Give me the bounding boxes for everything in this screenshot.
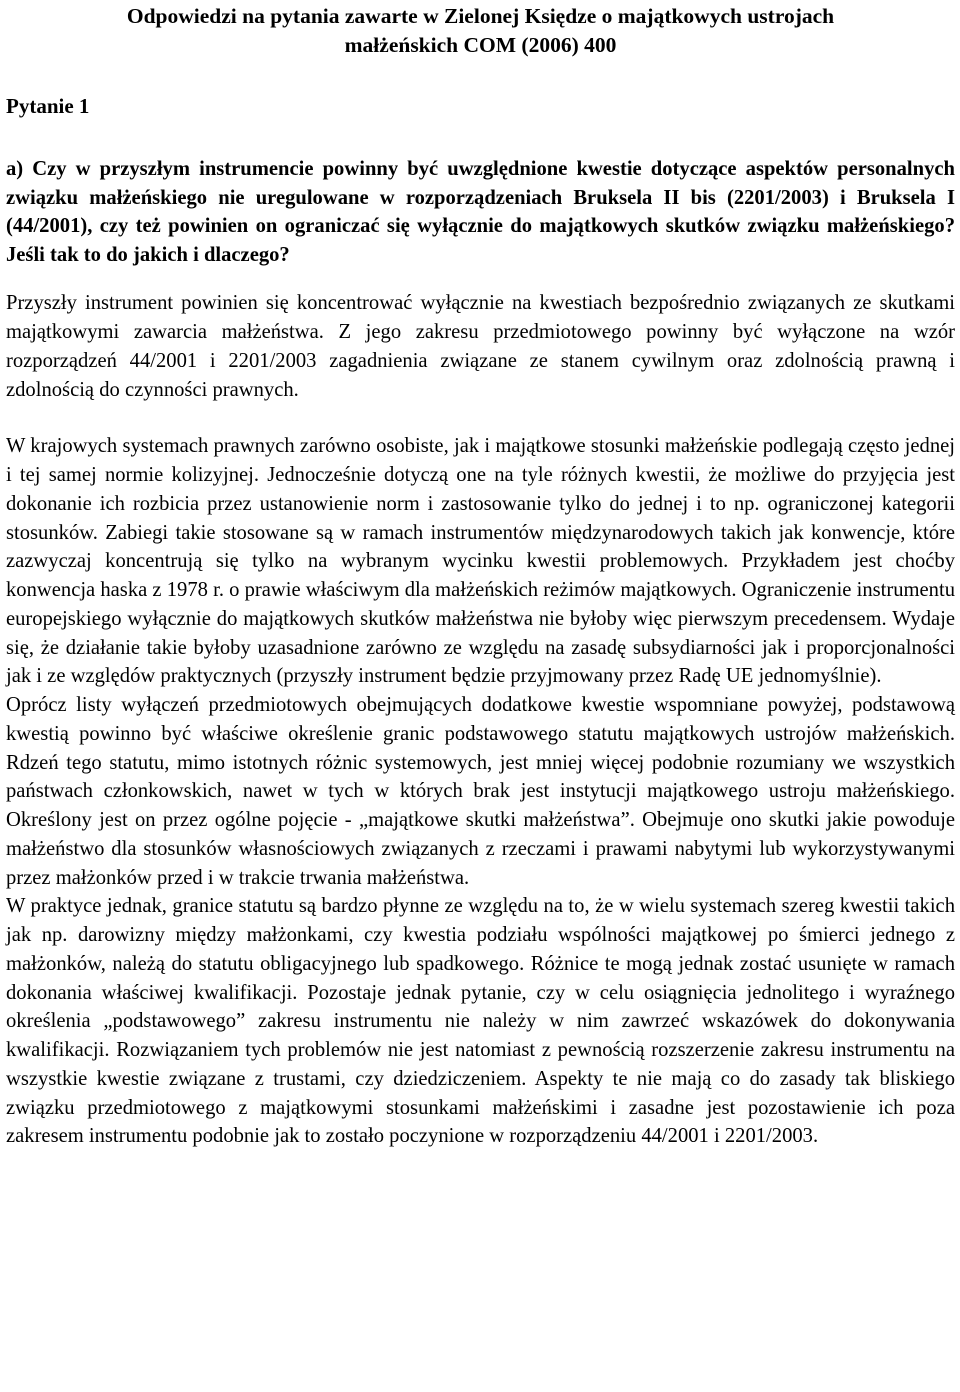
title-line-2: małżeńskich COM (2006) 400 xyxy=(344,33,617,57)
question-label: Pytanie 1 xyxy=(6,94,90,118)
answer-paragraph-1: Przyszły instrument powinien się koncentrować wyłącznie na kwestiach bezpośrednio związanych ze skutkami majątkowymi zawarcia małżeństwa. Z jego zakresu przedmiotowego powinny być wyłączone na wzór rozporządzeń 44/2001 i 2201/2003 zagadnienia związane ze stanem cywilnym oraz zdolnością prawną i zdolnością do czynności prawnych. xyxy=(6,292,955,401)
title-line-1: Odpowiedzi na pytania zawarte w Zielonej Księdze o majątkowych ustrojach xyxy=(126,4,835,28)
answer-paragraph-3: Oprócz listy wyłączeń przedmiotowych obejmujących dodatkowe kwestie wspomniane powyżej, podstawową kwestią powinno być właściwe określenie granic podstawowego statutu majątkowych ustrojów małżeńskich. Rdzeń tego statutu, mimo istotnych różnic systemowych, jest mniej więcej podobnie rozumiany we wszystkich państwach członkowskich, nawet w tych w których brak jest instytucji majątkowego ustroju małżeńskiego. Określony jest on przez ogólne pojęcie - „majątkowe skutki małżeństwa”. Obejmuje ono skutki jakie powoduje małżeństwo dla stosunków własnościowych związanych z rzeczami i prawami nabytymi lub wykorzystywanymi przez małżonków przed i w trakcie trwania małżeństwa. xyxy=(6,694,955,889)
answer-paragraph-2: W krajowych systemach prawnych zarówno osobiste, jak i majątkowe stosunki małżeńskie podlegają często jednej i tej samej normie kolizyjnej. Jednocześnie dotyczą one na tyle różnych kwestii, że możliwe do przyjęcia jest dokonanie ich rozbicia przez ustanowienie norm i zastosowanie tylko do jednej i to np. ograniczonej kategorii stosunków. Zabiegi takie stosowane są w ramach instrumentów międzynarodowych takich jak konwencje, które zazwyczaj koncentrują się tylko na wybranym wycinku kwestii problemowych. Przykładem jest choćby konwencja haska z 1978 r. o prawie właściwym dla małżeńskich reżimów majątkowych. Ograniczenie instrumentu europejskiego wyłącznie do majątkowych skutków małżeństwa nie byłoby więc pierwszym precedensem. Wydaje się, że działanie takie byłoby uzasadnione zarówno ze względu na zasadę subsydiarności jak i proporcjonalności jak i ze względów praktycznych (przyszły instrument będzie przyjmowany przez Radę UE jednomyślnie). xyxy=(6,435,955,688)
document-title xyxy=(6,0,955,60)
answer-paragraph-4: W praktyce jednak, granice statutu są bardzo płynne ze względu na to, że w wielu systemach szereg kwestii takich jak np. darowizny między małżonkami, czy kwestia podziału wspólności majątkowej po śmierci jednego z małżonków, należą do statutu obligacyjnego lub spadkowego. Różnice te mogą jednak zostać usunięte w ramach dokonania właściwej kwalifikacji. Pozostaje jednak pytanie, czy w celu osiągnięcia jednolitego i wyraźnego określenia „podstawowego” zakresu instrumentu nie należy w nim zawrzeć wskazówek do dokonywania kwalifikacji. Rozwiązaniem tych problemów nie jest natomiast z pewnością rozszerzenie zakresu instrumentu na wszystkie kwestie związane z trustami, czy dziedziczeniem. Aspekty te nie mają co do zasady tak bliskiego związku przedmiotowego z majątkowymi stosunkami małżeńskimi i zasadne jest pozostawienie ich poza zakresem instrumentu podobnie jak to zostało poczynione w rozporządzeniu 44/2001 i 2201/2003. xyxy=(6,895,955,1148)
question-text: a) Czy w przyszłym instrumencie powinny być uwzględnione kwestie dotyczące aspektów personalnych związku małżeńskiego nie uregulowane w rozporządzeniach Bruksela II bis (2201/2003) i Bruksela I (44/2001), czy też powinien on ograniczać się wyłącznie do majątkowych skutków związku małżeńskiego? Jeśli tak to do jakich i dlaczego? xyxy=(6,158,955,266)
